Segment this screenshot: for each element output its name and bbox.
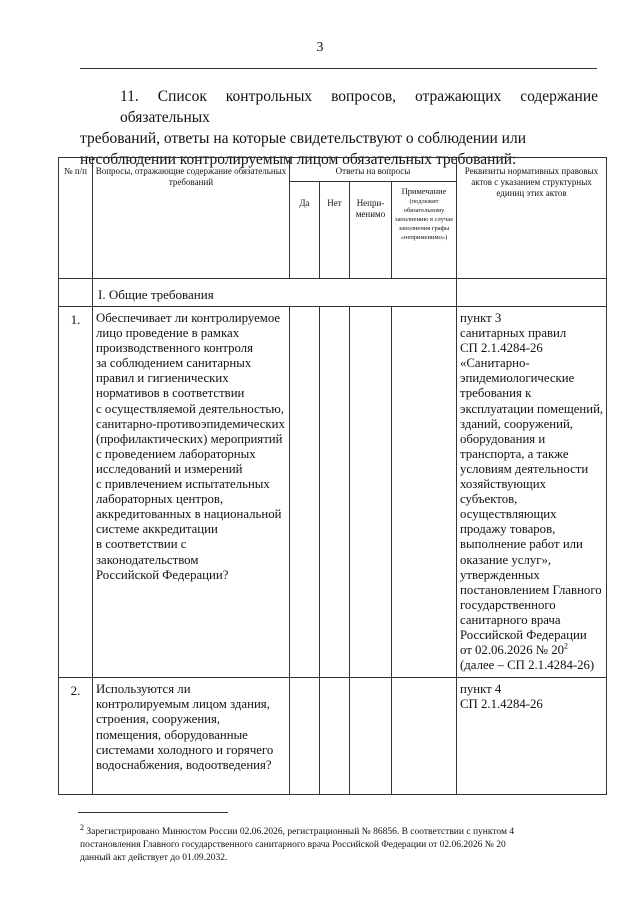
answer-na-cell[interactable] [350, 678, 392, 795]
note-cell[interactable] [392, 307, 457, 678]
requisite-date-line [460, 643, 604, 658]
footnote-ref[interactable]: 2 [564, 641, 569, 651]
question-line: лицо проведение в рамках [96, 326, 240, 341]
footnote-mark: 2 [80, 822, 84, 832]
col-header-num: № п/п [59, 158, 93, 279]
question-cell [93, 307, 290, 678]
question-line: контролируемым лицом здания, [96, 697, 270, 712]
requisite-line: Российской Федерации [460, 627, 587, 642]
row-number: 1. [59, 307, 93, 678]
answer-no-cell[interactable] [320, 307, 350, 678]
answer-yes-cell[interactable] [290, 678, 320, 795]
question-line: нормативов в соответствии [96, 386, 245, 401]
question-line: водоснабжения, водоотведения? [96, 757, 272, 772]
requisite-line: условиям деятельности [460, 461, 589, 476]
question-line: Используются ли [96, 682, 191, 697]
footnote [80, 822, 600, 865]
col-header-requisites: Реквизиты нормативных правовых актов с указанием структурных единиц этих актов [457, 158, 607, 279]
note-detail: (подлежит обязательному заполнению в случае заполнения графы «неприменимо») [394, 198, 454, 241]
heading-line-2: требований, ответы на которые свидетельствуют о соблюдении или [80, 130, 526, 147]
section-requisite-cell [457, 279, 607, 307]
footnote-text: Зарегистрировано Минюстом России 02.06.2026, регистрационный № 86856. В соответствии с пунктом 4 [86, 827, 515, 837]
requisite-line: СП 2.1.4284-26 [460, 341, 543, 356]
answer-na-cell[interactable] [350, 307, 392, 678]
heading-line-3: несоблюдении контролируемым лицом обязательных требований: [80, 151, 517, 168]
requisite-line: субъектов, [460, 492, 518, 507]
requisite-line: требования к [460, 386, 532, 401]
question-line: санитарно-противоэпидемических [96, 416, 285, 431]
requisite-line: выполнение работ или [460, 537, 583, 552]
question-line: Российской Федерации? [96, 567, 229, 582]
requisite-cell [457, 678, 607, 795]
footnote-line: данный акт действует до 01.09.2032. [80, 853, 228, 863]
question-line: законодательством [96, 552, 199, 567]
requisite-line: оборудования и [460, 431, 546, 446]
question-line: Обеспечивает ли контролируемое [96, 311, 281, 325]
requisite-line: СП 2.1.4284-26 [460, 697, 543, 712]
requisite-line: «Санитарно- [460, 356, 530, 371]
header-rule [80, 68, 597, 69]
requisite-line: эксплуатации помещений, [460, 401, 604, 416]
col-header-questions: Вопросы, отражающие содержание обязательных требований [93, 158, 290, 279]
question-line: с осуществляемой деятельностью, [96, 401, 285, 416]
footnote-line: постановления Главного государственного санитарного врача Российской Федерации от 02.06.2026 № 20 [80, 840, 506, 850]
requisite-line: зданий, сооружений, [460, 416, 573, 431]
col-header-no: Нет [320, 182, 350, 279]
requisite-line: утвержденных [460, 567, 540, 582]
requisite-cell [457, 307, 607, 678]
requisite-line: государственного [460, 597, 556, 612]
note-cell[interactable] [392, 678, 457, 795]
page-number: 3 [316, 40, 324, 55]
question-line: с проведением лабораторных [96, 446, 256, 461]
question-line: помещения, оборудованные [96, 727, 248, 742]
section-title: I. Общие требования [93, 279, 457, 307]
footnote-separator [78, 812, 228, 813]
requisite-line: (далее – СП 2.1.4284-26) [460, 658, 595, 673]
question-line: строения, сооружения, [96, 712, 221, 727]
footnote-line [80, 822, 600, 839]
heading-line-1: 11. Список контрольных вопросов, отражающих содержание обязательных [120, 88, 598, 126]
checklist-table [58, 157, 607, 795]
answer-yes-cell[interactable] [290, 307, 320, 678]
requisite-date-text: от 02.06.2026 № 20 [460, 643, 565, 658]
question-line: аккредитованных в национальной [96, 507, 282, 522]
col-header-answers: Ответы на вопросы [290, 158, 457, 182]
requisite-line: транспорта, а также [460, 446, 569, 461]
section-num-cell [59, 279, 93, 307]
question-line: лабораторных центров, [96, 492, 224, 507]
requisite-line: санитарного врача [460, 612, 561, 627]
question-cell [93, 678, 290, 795]
col-header-yes: Да [290, 182, 320, 279]
requisite-line: продажу товаров, [460, 522, 556, 537]
requisite-line: эпидемиологические [460, 371, 575, 386]
question-line: системами холодного и горячего [96, 742, 274, 757]
question-line: системе аккредитации [96, 522, 218, 537]
requisite-line: санитарных правил [460, 326, 567, 341]
requisite-line: оказание услуг», [460, 552, 552, 567]
requisite-line: пункт 3 [460, 311, 502, 325]
row-number: 2. [59, 678, 93, 795]
col-header-note [392, 182, 457, 279]
question-line: исследований и измерений [96, 461, 243, 476]
answer-no-cell[interactable] [320, 678, 350, 795]
question-line: производственного контроля [96, 341, 254, 356]
requisite-line: хозяйствующих [460, 477, 547, 492]
question-line: с привлечением испытательных [96, 477, 270, 492]
col-header-not-applicable: Непри- менимо [350, 182, 392, 279]
requisite-line: осуществляющих [460, 507, 557, 522]
question-line: правил и гигиенических [96, 371, 229, 386]
question-line: за соблюдением санитарных [96, 356, 252, 371]
question-line: в соответствии с [96, 537, 187, 552]
question-line: (профилактических) мероприятий [96, 431, 283, 446]
requisite-line: пункт 4 [460, 682, 502, 697]
note-title: Примечание [401, 186, 447, 196]
requisite-line: постановлением Главного [460, 582, 602, 597]
